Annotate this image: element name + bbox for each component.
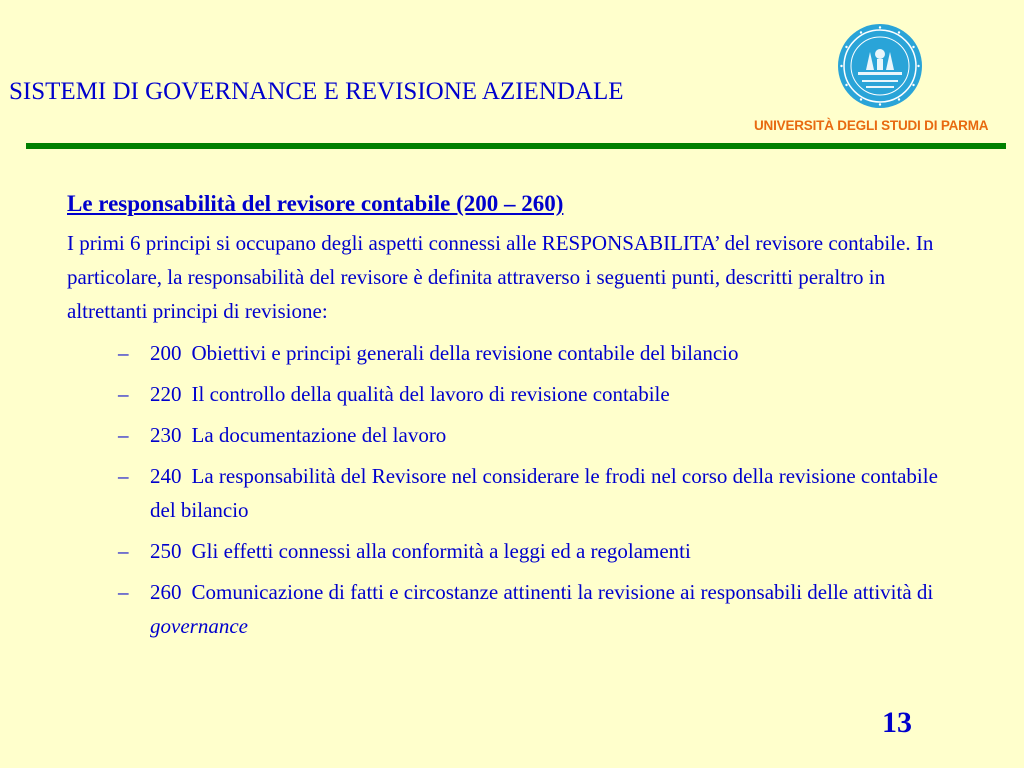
dash-bullet: – <box>118 464 129 488</box>
principle-text-italic: governance <box>150 614 248 638</box>
page-number: 13 <box>882 706 912 739</box>
university-seal-icon <box>836 22 924 110</box>
slide-content <box>67 188 947 650</box>
principle-text: La responsabilità del Revisore nel considerare le frodi nel corso della revisione contabile del bilancio <box>150 464 938 522</box>
principle-code: 220 <box>150 382 182 406</box>
principles-list <box>67 336 947 643</box>
principle-code: 260 <box>150 580 182 604</box>
dash-bullet: – <box>118 341 129 365</box>
section-heading: Le responsabilità del revisore contabile (200 – 260) <box>67 191 564 216</box>
principle-code: 240 <box>150 464 182 488</box>
list-item <box>67 377 950 411</box>
principle-text: Comunicazione di fatti e circostanze attinenti la revisione ai responsabili delle attività di <box>191 580 934 604</box>
intro-paragraph: I primi 6 principi si occupano degli aspetti connessi alle RESPONSABILITA’ del revisore contabile. In particolare, la responsabilità del revisore è definita attraverso i seguenti punti, descritti peraltro in altrettanti principi di revisione: <box>67 231 934 323</box>
university-logo-text: UNIVERSITÀ DEGLI STUDI DI PARMA <box>754 118 989 133</box>
principle-code: 230 <box>150 423 182 447</box>
principle-text: La documentazione del lavoro <box>191 423 447 447</box>
list-item <box>67 418 950 452</box>
header-divider <box>26 143 1006 149</box>
principle-text: Obiettivi e principi generali della revisione contabile del bilancio <box>191 341 739 365</box>
dash-bullet: – <box>118 423 129 447</box>
principle-code: 250 <box>150 539 182 563</box>
slide-header-title: SISTEMI DI GOVERNANCE E REVISIONE AZIENDALE <box>9 78 624 105</box>
list-item <box>67 336 950 370</box>
dash-bullet: – <box>118 580 129 604</box>
dash-bullet: – <box>118 382 129 406</box>
list-item <box>67 459 950 527</box>
principle-text: Il controllo della qualità del lavoro di revisione contabile <box>191 382 670 406</box>
principle-code: 200 <box>150 341 182 365</box>
list-item <box>67 534 950 568</box>
dash-bullet: – <box>118 539 129 563</box>
list-item <box>67 575 950 643</box>
principle-text: Gli effetti connessi alla conformità a leggi ed a regolamenti <box>191 539 691 563</box>
